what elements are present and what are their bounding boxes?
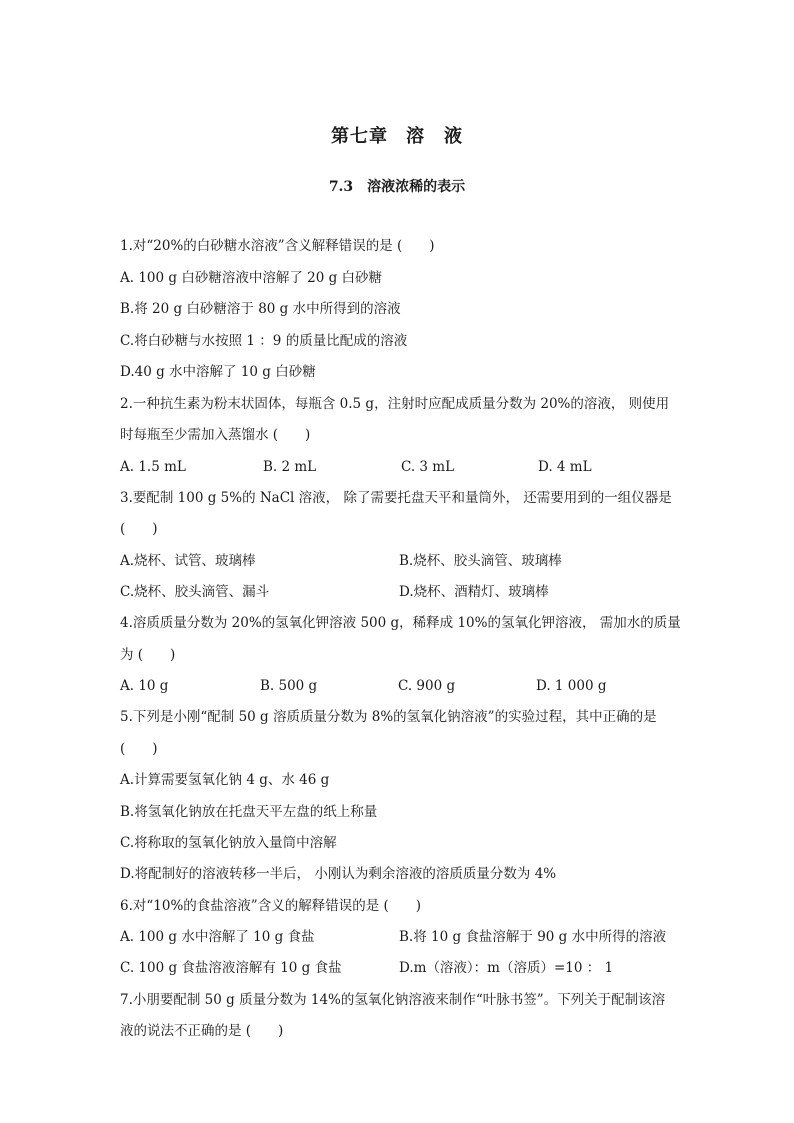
question-2-option-b: B. 2 mL	[263, 459, 317, 475]
question-6-option-d: D.m（溶液）：m（溶质）=10 ： 1	[399, 960, 614, 976]
question-6-option-b: B.将 10 g 食盐溶解于 90 g 水中所得的溶液	[399, 929, 667, 945]
question-1-stem: 1.对“20%的白砂糖水溶液”含义解释错误的是 ( )	[120, 238, 435, 254]
question-4-option-a: A. 10 g	[120, 678, 169, 694]
question-3-stem-line1: 3.要配制 100 g 5%的 NaCl 溶液， 除了需要托盘天平和量筒外， 还需要用到的一组仪器是	[120, 490, 672, 506]
question-3-option-d: D.烧杯、酒精灯、玻璃棒	[399, 584, 549, 600]
question-3-option-a: A.烧杯、试管、玻璃棒	[120, 553, 256, 569]
section-number: 7.3	[328, 179, 354, 195]
question-3-option-b: B.烧杯、胶头滴管、玻璃棒	[399, 553, 562, 569]
section-name: 溶液浓稀的表示	[367, 179, 466, 195]
question-5-option-c: C.将称取的氢氧化钠放入量筒中溶解	[120, 835, 337, 851]
chapter-title	[0, 122, 794, 148]
question-5-stem-line2: ( )	[120, 741, 158, 757]
question-6-stem: 6.对“10%的食盐溶液”含义的解释错误的是 ( )	[120, 898, 422, 914]
question-1-option-b: B.将 20 g 白砂糖溶于 80 g 水中所得到的溶液	[120, 301, 401, 317]
question-4-option-b: B. 500 g	[260, 678, 318, 694]
chapter-name: 溶 液	[406, 126, 463, 147]
question-5-stem-line1: 5.下列是小刚“配制 50 g 溶质质量分数为 8%的氢氧化钠溶液”的实验过程，其中正确的是	[120, 709, 657, 725]
question-2-option-d: D. 4 mL	[538, 459, 592, 475]
section-title	[0, 176, 794, 196]
question-7-stem-line2: 液的说法不正确的是 ( )	[120, 1023, 284, 1039]
question-6-option-c: C. 100 g 食盐溶液溶解有 10 g 食盐	[120, 960, 342, 976]
question-6-option-a: A. 100 g 水中溶解了 10 g 食盐	[120, 929, 315, 945]
question-1-option-a: A. 100 g 白砂糖溶液中溶解了 20 g 白砂糖	[120, 270, 383, 286]
question-5-option-d: D.将配制好的溶液转移一半后， 小刚认为剩余溶液的溶质质量分数为 4%	[120, 866, 557, 882]
question-5-option-a: A.计算需要氢氧化钠 4 g、水 46 g	[120, 772, 330, 788]
question-5-option-b: B.将氢氧化钠放在托盘天平左盘的纸上称量	[120, 804, 378, 820]
question-2-option-c: C. 3 mL	[401, 459, 455, 475]
question-2-stem-line2: 时每瓶至少需加入蒸馏水 ( )	[120, 427, 311, 443]
question-3-option-c: C.烧杯、胶头滴管、漏斗	[120, 584, 270, 600]
question-3-stem-line2: ( )	[120, 521, 158, 537]
question-4-option-d: D. 1 000 g	[536, 678, 607, 694]
chapter-prefix: 第七章	[331, 126, 388, 147]
question-4-option-c: C. 900 g	[398, 678, 456, 694]
question-1-option-c: C.将白砂糖与水按照 1 ：9 的质量比配成的溶液	[120, 333, 408, 349]
question-4-stem-line1: 4.溶质质量分数为 20%的氢氧化钾溶液 500 g，稀释成 10%的氢氧化钾溶液， 需加水的质量	[120, 615, 681, 631]
question-4-stem-line2: 为 ( )	[120, 647, 176, 663]
question-2-stem-line1: 2.一种抗生素为粉末状固体，每瓶含 0.5 g，注射时应配成质量分数为 20%的溶液， 则使用	[120, 396, 670, 412]
question-2-option-a: A. 1.5 mL	[120, 459, 186, 475]
question-7-stem-line1: 7.小朋要配制 50 g 质量分数为 14%的氢氧化钠溶液来制作“叶脉书签”。下列关于配制该溶	[120, 992, 666, 1008]
question-1-option-d: D.40 g 水中溶解了 10 g 白砂糖	[120, 364, 316, 380]
